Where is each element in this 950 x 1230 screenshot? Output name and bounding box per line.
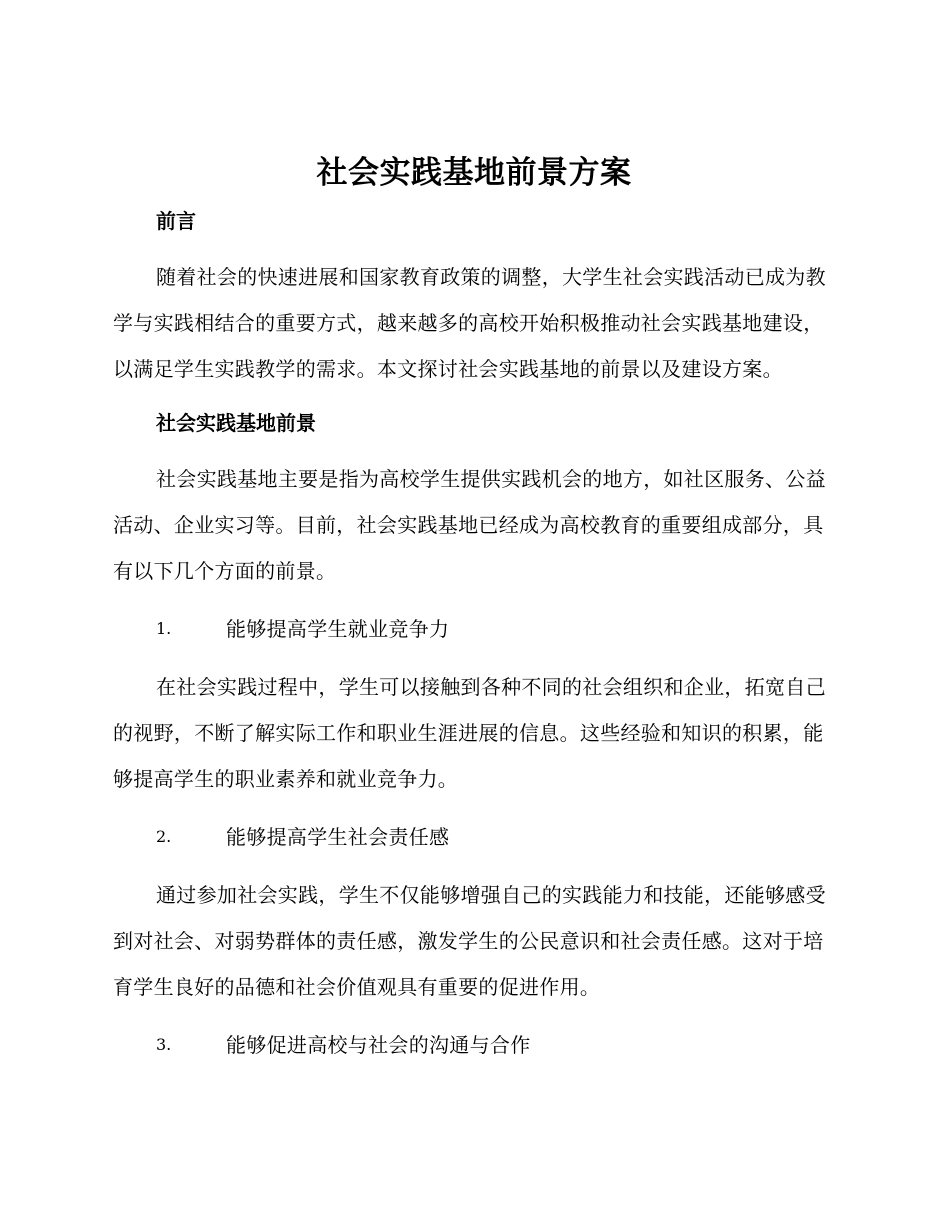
list-item-title: 能够提高学生社会责任感 — [226, 825, 450, 849]
document-page — [113, 150, 835, 1062]
list-item-title: 能够促进高校与社会的沟通与合作 — [226, 1033, 531, 1057]
list-item-1 — [113, 612, 835, 646]
document-title: 社会实践基地前景方案 — [316, 155, 632, 191]
list-number: 1. — [156, 619, 172, 638]
section-heading-preface: 前言 — [156, 209, 196, 233]
section-heading-prospects: 社会实践基地前景 — [156, 411, 316, 435]
list-item-2 — [113, 820, 835, 854]
prospects-intro-paragraph: 社会实践基地主要是指为高校学生提供实践机会的地方，如社区服务、公益活动、企业实习等。目前，社会实践基地已经成为高校教育的重要组成部分，具有以下几个方面的前景。 — [113, 467, 826, 583]
preface-paragraph: 随着社会的快速进展和国家教育政策的调整，大学生社会实践活动已成为教学与实践相结合的重要方式，越来越多的高校开始积极推动社会实践基地建设，以满足学生实践教学的需求。本文探讨社会实践基地的前景以及建设方案。 — [113, 265, 826, 381]
list-item-1-paragraph: 在社会实践过程中，学生可以接触到各种不同的社会组织和企业，拓宽自己的视野，不断了解实际工作和职业生涯进展的信息。这些经验和知识的积累，能够提高学生的职业素养和就业竞争力。 — [113, 675, 826, 791]
list-item-2-paragraph: 通过参加社会实践，学生不仅能够增强自己的实践能力和技能，还能够感受到对社会、对弱势群体的责任感，激发学生的公民意识和社会责任感。这对于培育学生良好的品德和社会价值观具有重要的促进作用。 — [113, 883, 826, 999]
list-number: 2. — [156, 827, 172, 846]
list-number: 3. — [156, 1035, 172, 1054]
list-item-3 — [113, 1028, 835, 1062]
list-item-title: 能够提高学生就业竞争力 — [226, 617, 450, 641]
